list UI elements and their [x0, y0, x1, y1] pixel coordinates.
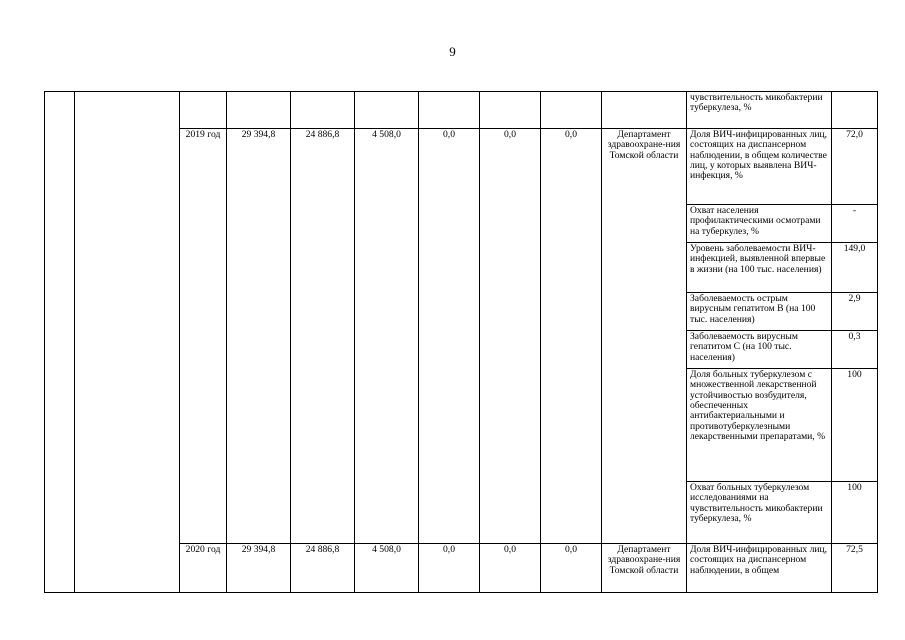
indicator-text: Заболеваемость острым вирусным гепатитом В (на 100 тыс. населения) [687, 293, 832, 331]
indicator-text: Заболеваемость вирусным гепатитом С (на 100 тыс. населения) [687, 331, 832, 369]
cell-name [75, 92, 180, 593]
cell-value: 0,0 [480, 544, 541, 593]
indicator-value: 72,0 [832, 129, 878, 205]
cell-value [355, 92, 419, 129]
cell-value: 0,0 [419, 544, 480, 593]
indicator-value [832, 92, 878, 129]
indicator-text: Доля больных туберкулезом с множественной лекарственной устойчивостью возбудителя, обеспеченных антибактериальными и противотуберкулезными лекарственными препаратами, % [687, 369, 832, 482]
page-number: 9 [449, 44, 456, 59]
cell-year [180, 92, 227, 129]
cell-value [227, 92, 291, 129]
cell-value [541, 92, 602, 129]
indicator-value: 100 [832, 369, 878, 482]
cell-value: 0,0 [419, 129, 480, 544]
indicator-text: Уровень заболеваемости ВИЧ-инфекцией, выявленной впервые в жизни (на 100 тыс. населения) [687, 243, 832, 293]
cell-executor [602, 92, 687, 129]
program-table [44, 91, 878, 593]
cell-year: 2019 год [180, 129, 227, 544]
cell-value: 29 394,8 [227, 544, 291, 593]
cell-value [480, 92, 541, 129]
cell-year: 2020 год [180, 544, 227, 593]
indicator-text: Доля ВИЧ-инфицированных лиц, состоящих на диспансерном наблюдении, в общем [687, 544, 832, 593]
indicator-text: чувствительность микобактерии туберкулеза, % [687, 92, 832, 129]
indicator-text: Доля ВИЧ-инфицированных лиц, состоящих на диспансерном наблюдении, в общем количестве лиц, у которых выявлена ВИЧ-инфекция, % [687, 129, 832, 205]
cell-executor: Департамент здравоохране-ния Томской области [602, 544, 687, 593]
indicator-value: 100 [832, 482, 878, 544]
indicator-value: 0,3 [832, 331, 878, 369]
indicator-text: Охват населения профилактическими осмотрами на туберкулез, % [687, 205, 832, 243]
indicator-value: - [832, 205, 878, 243]
cell-value: 0,0 [480, 129, 541, 544]
cell-value: 29 394,8 [227, 129, 291, 544]
indicator-text: Охват больных туберкулезом исследованиями на чувствительность микобактерии туберкулеза, % [687, 482, 832, 544]
table-row [45, 92, 878, 129]
cell-value: 24 886,8 [291, 129, 355, 544]
cell-number [45, 92, 75, 593]
indicator-value: 149,0 [832, 243, 878, 293]
cell-value: 0,0 [541, 129, 602, 544]
cell-value: 4 508,0 [355, 544, 419, 593]
cell-value: 4 508,0 [355, 129, 419, 544]
indicator-value: 2,9 [832, 293, 878, 331]
cell-value: 24 886,8 [291, 544, 355, 593]
cell-executor: Департамент здравоохране-ния Томской области [602, 129, 687, 544]
cell-value [291, 92, 355, 129]
cell-value: 0,0 [541, 544, 602, 593]
cell-value [419, 92, 480, 129]
indicator-value: 72,5 [832, 544, 878, 593]
